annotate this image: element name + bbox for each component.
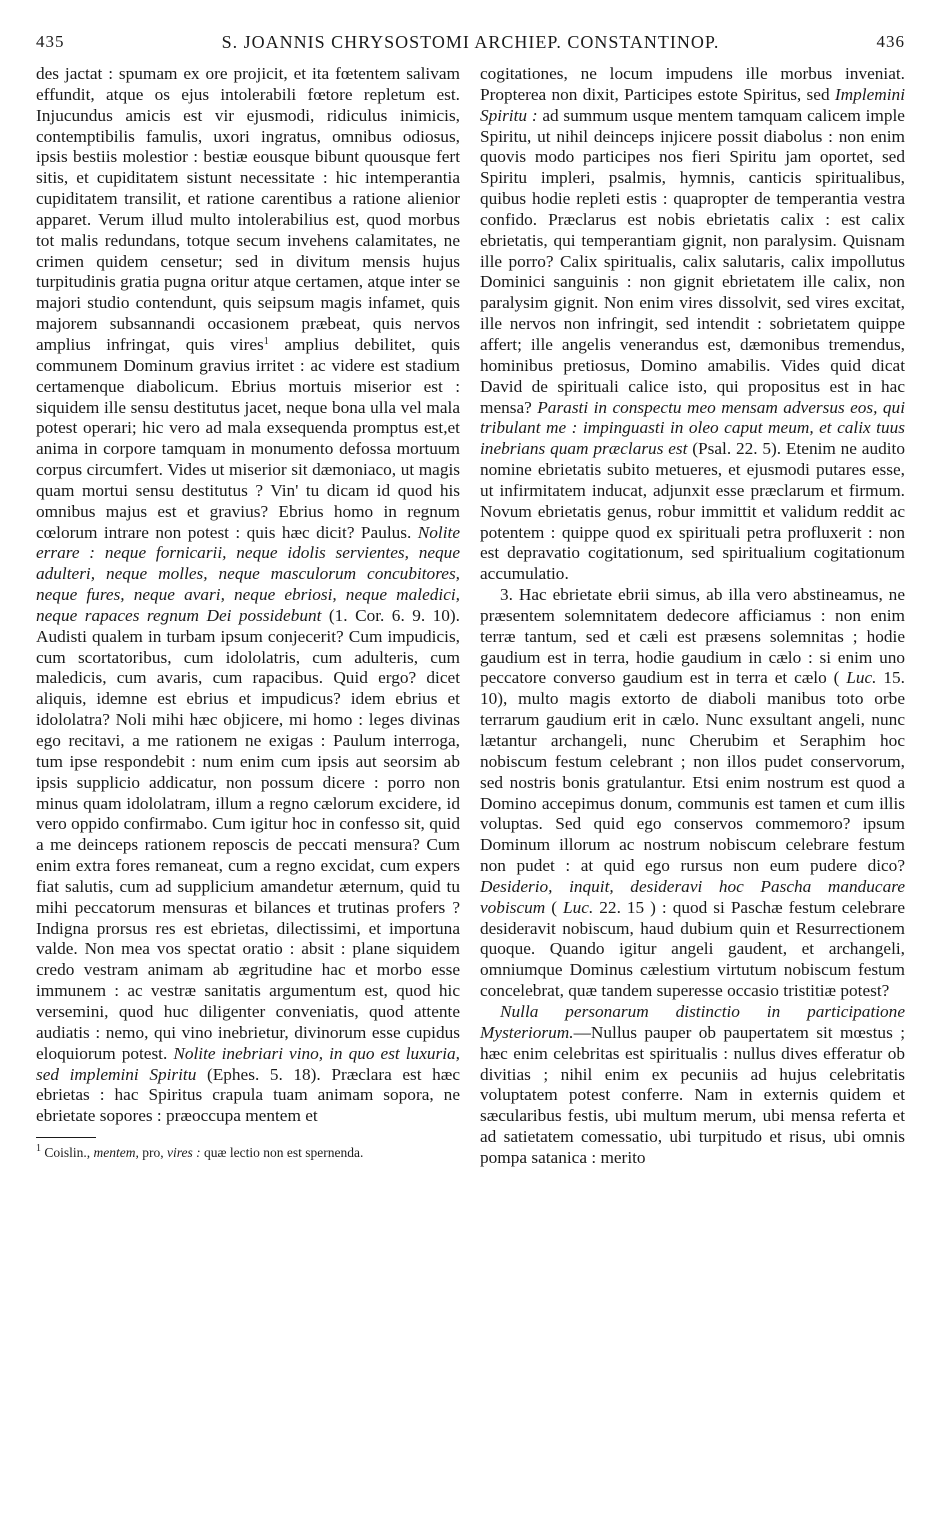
running-title: S. JOANNIS CHRYSOSTOMI ARCHIEP. CONSTANTINOP. [221,32,720,52]
left-paragraph [36,64,460,1127]
footnote-divider [36,1137,96,1138]
right-paragraph [480,585,905,1002]
left-column [36,64,460,1161]
page-number-left: 435 [36,32,65,51]
section-heading: Nulla personarum distinctio in participatione Mysteriorum. [480,1001,905,1042]
footnote-mark: 1 [36,1143,41,1155]
right-paragraph [480,64,905,585]
scripture-quote: Nolite inebriari vino, in quo est luxuria, sed implemini Spiritu [36,1043,460,1084]
right-paragraph [480,1002,905,1169]
text-run: ( [545,897,564,917]
page-number-right: 436 [876,32,905,51]
text-run: Luc. [846,668,877,688]
text-run: (1. Cor. 6. 9. 10). Audisti qualem in turbam ipsum conjecerit? Cum impudicis, cum scortatoribus, cum idololatris, cum adulteris, cum maledicis, cum avaris, cum rapacibus. Quid ergo? dicet aliquis, idemne est ebrius et impudicus? idem ebrius et idololatra? Noli mihi hæc objicere, mi homo : leges divinas ego recitavi, a me rationem ne exigas : Paulum interroga, tum ipse respondebit : num enim cum ipsis aut seorsim ab ipsis supplicio addicatur, non possum dicere : porro non minus quam idololatram, illum a regno cælorum excidere, id vero oppido confirmabo. Cum igitur hoc in confesso sit, quid a me deinceps rationem reposcis de peccati mensura? Cum enim extra fores remaneat, cum a regno excidat, cum expers fiat salutis, cum ad supplicium amandetur æternum, quid tu mihi peccatorum mensuras et bilances et trutinas profers ? Indigna prorsus res est ebrietas, dilectissimi, et importuna valde. Non mea vos spectat oratio : absit : plane siquidem credo vestram animam ab ægritudine hac et morbo esse immunem : ac vestræ sanitatis argumentum est, quod hic versemini, quod huc diligenter conveniatis, quod attente audiatis : nemo, qui vino inebrietur, divinorum esse cupidus eloquiorum potest. [36,605,460,1063]
footnote-ref: 1 [263,335,269,347]
text-run: mentem, [93,1145,139,1161]
text-run: 15. 10), multo magis extorto de diaboli manibus toto orbe terrarum gaudium erit in cælo. Nunc exsultant angeli, nunc lætantur archangeli, nunc Cherubim et Seraphim hoc nobiscum festum celebrant ; non illos pudet conservorum, sed nostris bonis gratulantur. Etsi enim nostrum est quod a Domino accepimus donum, communis est tamen et cum illis voluptas. Sed quid ego conservos commemoro? ipsum Dominum illorum ac nostrum nobiscum celebrare festum non pudet : at quid ego rursus non eum pudere dico? [480,668,905,876]
text-run: pro, [138,1145,167,1161]
scripture-quote: Parasti in conspectu meo mensam adversus eos, qui tribulant me : impinguasti in oleo caput meum, et calix tuus inebrians quam præclarus est [480,397,905,459]
scripture-quote: Nolite errare : neque fornicarii, neque idolis servientes, neque adulteri, neque molles, neque masculorum concubitores, neque fures, neque avari, neque ebriosi, neque maledici, neque rapaces regnum Dei possidebunt [36,522,460,625]
text-run: cogitationes, ne locum impudens ille morbus inveniat. Propterea non dixit, Participes estote Spiritus, sed [480,64,905,104]
right-column [480,64,905,1169]
page-header [36,26,905,56]
text-run: —Nullus pauper ob paupertatem sit mœstus ; hæc enim celebritas est spiritualis : nullus dives efferatur ob divitias ; nihil enim ex pecuniis ad hujus celebritatis voluptatem potest conferre. Nam in externis quidem et sæcularibus festis, ubi multum merum, ubi mensa referta et ad satietatem comessatio, ubi turpitudo et risus, ubi omnis pompa satanica : merito [480,1022,905,1167]
text-run: amplius debilitet, quis communem Dominum gravius irritet : ac videre est stadium certamenque diabolicum. Ebrius mortuis miserior est : siquidem ille sensu destitutus jacet, neque bona ulla vel mala potest operari; hic vero ad mala exsequenda promptus est,et anima in corpore tamquam in monumento defossa mortuum corpus circumfert. Vides ut miserior sit dæmoniaco, ut magis quam mortui sensu destitutus ? Vin' tu dicam id quod his omnibus majus est et gravius? Ebrius homo in regnum cœlorum intrare non potest : quis hæc dicit? Paulus. [36,334,460,542]
text-run: des jactat : spumam ex ore projicit, et ita fœtentem salivam effundit, atque os ejus intolerabili fœtore repletum est. Injucundus amicis est vir ejusmodi, ridiculus inimicis, contemptibilis famulis, uxori ingratus, omnibus odiosus, ipsis bestiis molestior : bestiæ eousque bibunt quousque fert sitis, et cupiditatem sistunt necessitate : hic intemperantia cupiditatem transilit, et ratione carentibus a ratione alienior apparet. Verum illud multo intolerabilius est, quod morbus tot malis redundans, totque secum invehens calamitates, ne crimen quidem censetur; sed in divitum mensis hujus turpitudinis gratia pugna oritur atque certamen, atque inter se majori studio contendunt, quis seipsum magis infamet, quis majorem subsannandi occasionem præbeat, quis nervos amplius infringat, quis vires [36,64,460,354]
text-run: (Psal. 22. 5). Etenim ne audito nomine ebrietatis subito metueres, et ejusmodi putares esse, ut infirmitatem inducat, adjunxit esse præclarum et firmum. Novum ebrietatis genus, robur immittit et validum reddit ac potentem : quippe quod ex spirituali petra profluxerit : non est depravatio cogitationum, sed spiritualium cogitationum accumulatio. [480,439,905,584]
text-run: 22. 15 ) : quod si Paschæ festum celebrare desideravit nobiscum, haud dubium quin et Resurrectionem quoque. Quando igitur angeli gaudent, et archangeli, omniumque Dominus cælestium virtutum nobiscum festum concelebrat, quæ tandem superesse occasio tristitiæ potest? [480,897,905,1001]
text-run: (Ephes. 5. 18). Præclara est hæc ebrietas : hac Spiritus crapula tuam animam sopora, ne ebrietate sopores : præoccupa mentem et [36,1064,460,1126]
text-run: 3. Hac ebrietate ebrii simus, ab illa vero abstineamus, ne præsentem solemnitatem dedecore afficiamus : non enim terræ tantum, sed et cæli est præsens solemnitas ; hodie gaudium est in terra, hodie gaudium in cælo : si enim uno peccatore converso gaudium est in terra et cælo ( [480,585,905,688]
footnote [36,1144,460,1161]
scripture-quote: Desiderio, inquit, desideravi hoc Pascha manducare vobiscum [480,876,905,917]
text-run: Implemini Spiritu : [480,84,905,125]
text-run: quæ lectio non est spernenda. [200,1145,364,1161]
text-run: vires : [167,1145,201,1161]
text-run: Luc. [563,897,594,917]
text-run: ad summum usque mentem tamquam calicem imple Spiritu, ut nihil deinceps injicere possit diabolus : non enim quovis modo participes nos fieri Spiritu jam oportet, sed Spiritu impleri, psalmis, hymnis, canticis spiritualibus, quibus hodie repleti estis : quapropter de temperantia vestra confido. Præclarus est nobis ebrietatis calix : est calix ebrietatis, qui temperantiam gignit, non paralysim. Quisnam ille porro? Calix spiritualis, calix salutaris, calix impollutus Dominici sanguinis : non gignit ebrietatem ille calix, non paralysim gignit. Non enim vires dissolvit, sed vires excitat, ille nervos non infringit, sed intendit : sobrietatem quippe affert; ille angelis venerandus est, dæmonibus tremendus, hominibus pretiosus, Domino amabilis. Vides quid dicat David de spirituali calice isto, qui propositus est in hac mensa? [480,105,905,417]
text-run: Coislin., [41,1145,94,1161]
